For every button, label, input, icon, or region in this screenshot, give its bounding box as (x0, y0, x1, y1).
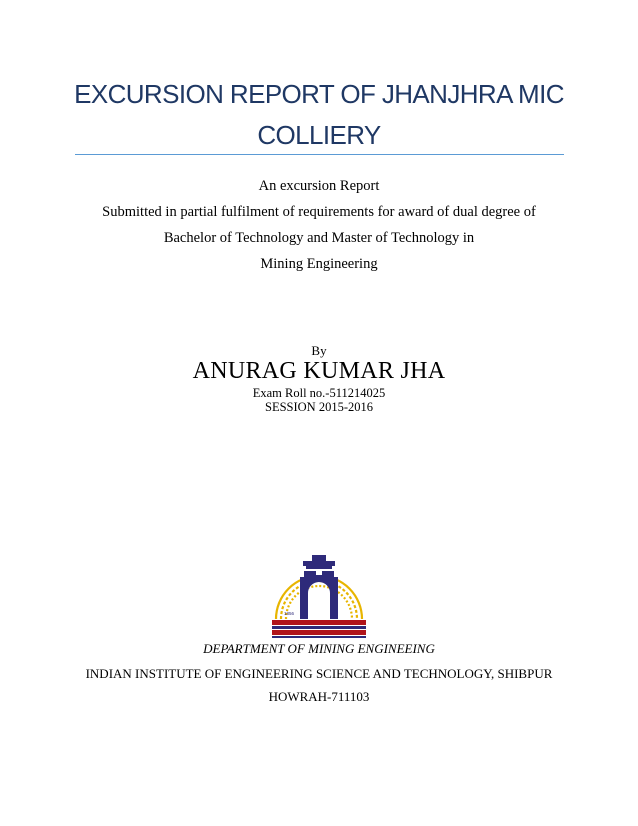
report-title-line-2: COLLIERY (257, 120, 381, 150)
subtitle-line-4: Mining Engineering (260, 256, 378, 272)
report-title-line-1: EXCURSION REPORT OF JHANJHRA MIC (74, 79, 564, 109)
institute-name: INDIAN INSTITUTE OF ENGINEERING SCIENCE AND TECHNOLOGY, SHIBPUR (85, 666, 553, 681)
subtitle-block (40, 173, 598, 277)
department-name: DEPARTMENT OF MINING ENGINEEING (203, 641, 435, 656)
session: SESSION 2015-2016 (265, 400, 373, 414)
title-divider (75, 154, 564, 155)
report-title (60, 74, 578, 156)
exam-roll-number: Exam Roll no.-511214025 (252, 386, 386, 400)
subtitle-line-3: Bachelor of Technology and Master of Technology in (163, 230, 475, 246)
author-name: ANURAG KUMAR JHA (192, 358, 446, 384)
subtitle-line-2: Submitted in partial fulfilment of requirements for award of dual degree of (102, 204, 536, 220)
emblem-year: 1856 (284, 611, 295, 616)
subtitle-line-1: An excursion Report (258, 178, 380, 194)
institute-emblem-icon (262, 553, 376, 639)
by-label: By (311, 343, 327, 358)
institute-city: HOWRAH-711103 (268, 689, 370, 704)
